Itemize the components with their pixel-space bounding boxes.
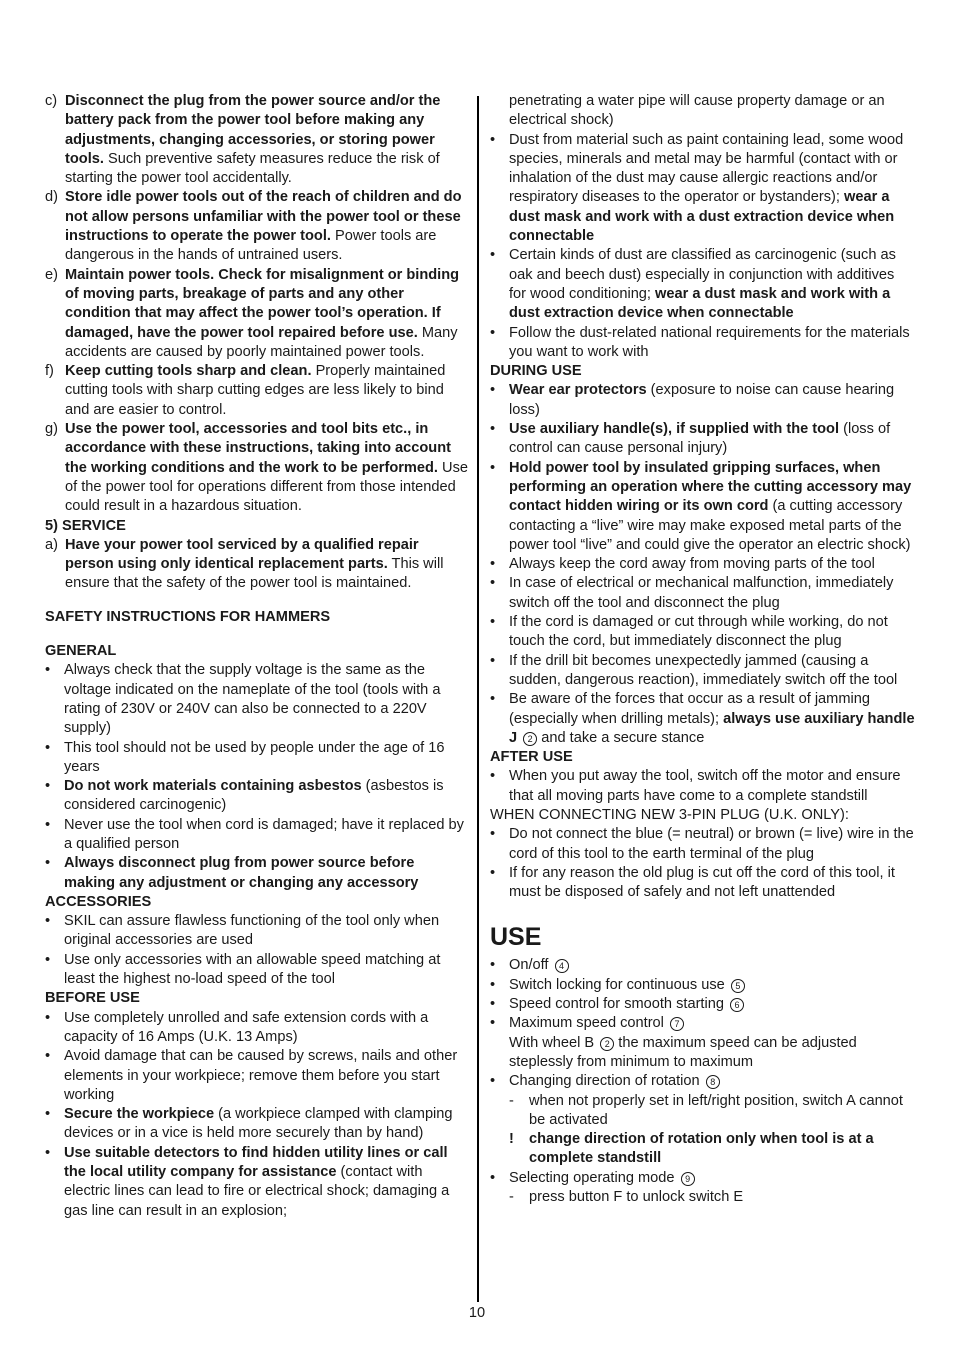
list-item: • Speed control for smooth starting 6 [490, 995, 915, 1014]
list-item: • Use suitable detectors to find hidden utility lines or call the local utility company for assistance (contact with electric lines can lead to fire or electrical shock; damaging a gas line can result in an explosion; [45, 1144, 450, 1219]
list-item: • Never use the tool when cord is damaged; have it replaced by a qualified person [45, 816, 464, 852]
list-item: • Use only accessories with an allowable speed matching at least the highest no-load speed of the tool [45, 951, 441, 988]
figure-ref-icon: 2 [600, 1037, 614, 1051]
rule-g: g) Use the power tool, accessories and tool bits etc., in accordance with these instructions, taking into account the working conditions and the work to be performed. Use of the power tool for operations different from those intended could result in a hazardous situation. [45, 421, 468, 515]
accessories-heading: ACCESSORIES [45, 893, 152, 910]
list-item: • Follow the dust-related national requirements for the materials you want to work with [490, 324, 910, 360]
list-item: • Do not work materials containing asbestos (asbestos is considered carcinogenic) [45, 778, 444, 814]
figure-ref-icon: 9 [681, 1172, 695, 1186]
rule-c: c) Disconnect the plug from the power source and/or the battery pack from the power tool before making any adjustments, changing accessories, or storing power tools. Such preventive safety measures reduce the risk of starting the power tool accidentally. [45, 93, 441, 187]
figure-ref-icon: 2 [523, 732, 537, 746]
sub-item: - press button F to unlock switch E [509, 1189, 744, 1206]
plug-heading: WHEN CONNECTING NEW 3-PIN PLUG (U.K. ONLY): [490, 806, 849, 823]
warning-item: ! change direction of rotation only when tool is at a complete standstill [509, 1131, 874, 1167]
list-item: • Use completely unrolled and safe extension cords with a capacity of 16 Amps (U.K. 13 Amps) [45, 1009, 429, 1045]
left-column [45, 92, 468, 1221]
figure-ref-icon: 8 [706, 1075, 720, 1089]
list-item: • In case of electrical or mechanical malfunction, immediately switch off the tool and disconnect the plug [490, 575, 894, 611]
list-item: • Hold power tool by insulated gripping surfaces, when performing an operation where the cutting accessory may contact hidden wiring or its own cord (a cutting accessory contacting a “live” wire may make exposed metal parts of the power tool “live” and could give the operator an electric shock) [490, 459, 912, 553]
figure-ref-icon: 4 [555, 959, 569, 973]
service-heading: 5) SERVICE [45, 517, 126, 534]
continued-text: penetrating a water pipe will cause property damage or an electrical shock) [509, 93, 885, 129]
list-item: • Do not connect the blue (= neutral) or brown (= live) wire in the cord of this tool to the earth terminal of the plug [490, 826, 914, 862]
list-item: • Always keep the cord away from moving parts of the tool [490, 556, 875, 573]
rule-f: f) Keep cutting tools sharp and clean. Properly maintained cutting tools with sharp cutting edges are less likely to bind and are easier to control. [45, 363, 446, 418]
page-number: 10 [468, 1305, 486, 1321]
list-item: • If the cord is damaged or cut through while working, do not touch the cord, but immediately disconnect the plug [490, 614, 888, 650]
figure-ref-icon: 6 [730, 998, 744, 1012]
after-use-heading: AFTER USE [490, 749, 573, 766]
list-item: • Switch locking for continuous use 5 [490, 976, 915, 995]
list-item: • Certain kinds of dust are classified as carcinogenic (such as oak and beech dust) especially in conjunction with additives for wood conditioning; wear a dust mask and work with a dust extraction device when connectable [490, 247, 896, 322]
rule-service-a: a) Have your power tool serviced by a qualified repair person using only identical replacement parts. This will ensure that the safety of the power tool is maintained. [45, 536, 444, 592]
list-item: • Selecting operating mode 9 [490, 1169, 915, 1188]
column-divider [477, 96, 479, 1302]
list-item: • Always disconnect plug from power source before making any adjustment or changing any accessory [45, 855, 419, 891]
list-item: • Avoid damage that can be caused by screws, nails and other elements in your workpiece; remove them before you start working [45, 1048, 458, 1103]
before-use-heading: BEFORE USE [45, 990, 140, 1007]
general-heading: GENERAL [45, 643, 117, 660]
list-item: • If the drill bit becomes unexpectedly jammed (causing a sudden, dangerous reaction), immediately switch off the tool [490, 652, 898, 688]
list-item: • Always check that the supply voltage is the same as the voltage indicated on the nameplate of the tool (tools with a rating of 230V or 240V can also be connected to a 220V supply) [45, 662, 441, 737]
list-item: • This tool should not be used by people under the age of 16 years [45, 739, 445, 775]
list-item: • Changing direction of rotation 8 [490, 1072, 915, 1091]
list-item: • On/off 4 [490, 956, 915, 975]
list-item: • Use auxiliary handle(s), if supplied with the tool (loss of control can cause personal injury) [490, 421, 891, 457]
list-item: • SKIL can assure flawless functioning of the tool only when original accessories are used [45, 913, 440, 949]
figure-ref-icon: 7 [670, 1017, 684, 1031]
sub-item: - when not properly set in left/right position, switch A cannot be activated [509, 1092, 903, 1128]
list-item: • Dust from material such as paint containing lead, some wood species, minerals and metal may be harmful (contact with or inhalation of the dust may cause allergic reactions and/or respiratory diseases to the operator or bystanders); wear a dust mask and work with a dust extraction device when connectable [490, 131, 904, 245]
list-item: • Maximum speed control 7 With wheel B 2 the maximum speed can be adjusted steplessly from minimum to maximum [490, 1015, 857, 1070]
rule-d: d) Store idle power tools out of the reach of children and do not allow persons unfamiliar with the power tool or these instructions to operate the power tool. Power tools are dangerous in the hands of untrained users. [45, 189, 462, 264]
hammers-heading: SAFETY INSTRUCTIONS FOR HAMMERS [45, 608, 331, 625]
figure-ref-icon: 5 [731, 979, 745, 993]
right-column [490, 92, 915, 1207]
list-item: • Secure the workpiece (a workpiece clamped with clamping devices or in a vice is held more securely than by hand) [45, 1106, 453, 1142]
during-use-heading: DURING USE [490, 363, 582, 380]
list-item: • Be aware of the forces that occur as a result of jamming (especially when drilling metals); always use auxiliary handle J 2 and take a secure stance [490, 691, 915, 746]
list-item: • When you put away the tool, switch off the motor and ensure that all moving parts have come to a complete standstill [490, 768, 901, 804]
use-heading: USE [490, 923, 542, 952]
list-item: • If for any reason the old plug is cut off the cord of this tool, it must be disposed of safely and not left unattended [490, 864, 895, 901]
rule-e: e) Maintain power tools. Check for misalignment or binding of moving parts, breakage of parts and any other condition that may affect the power tool’s operation. If damaged, have the power tool repaired before use. Many accidents are caused by poorly maintained power tools. [45, 266, 460, 360]
list-item: • Wear ear protectors (exposure to noise can cause hearing loss) [490, 382, 895, 418]
